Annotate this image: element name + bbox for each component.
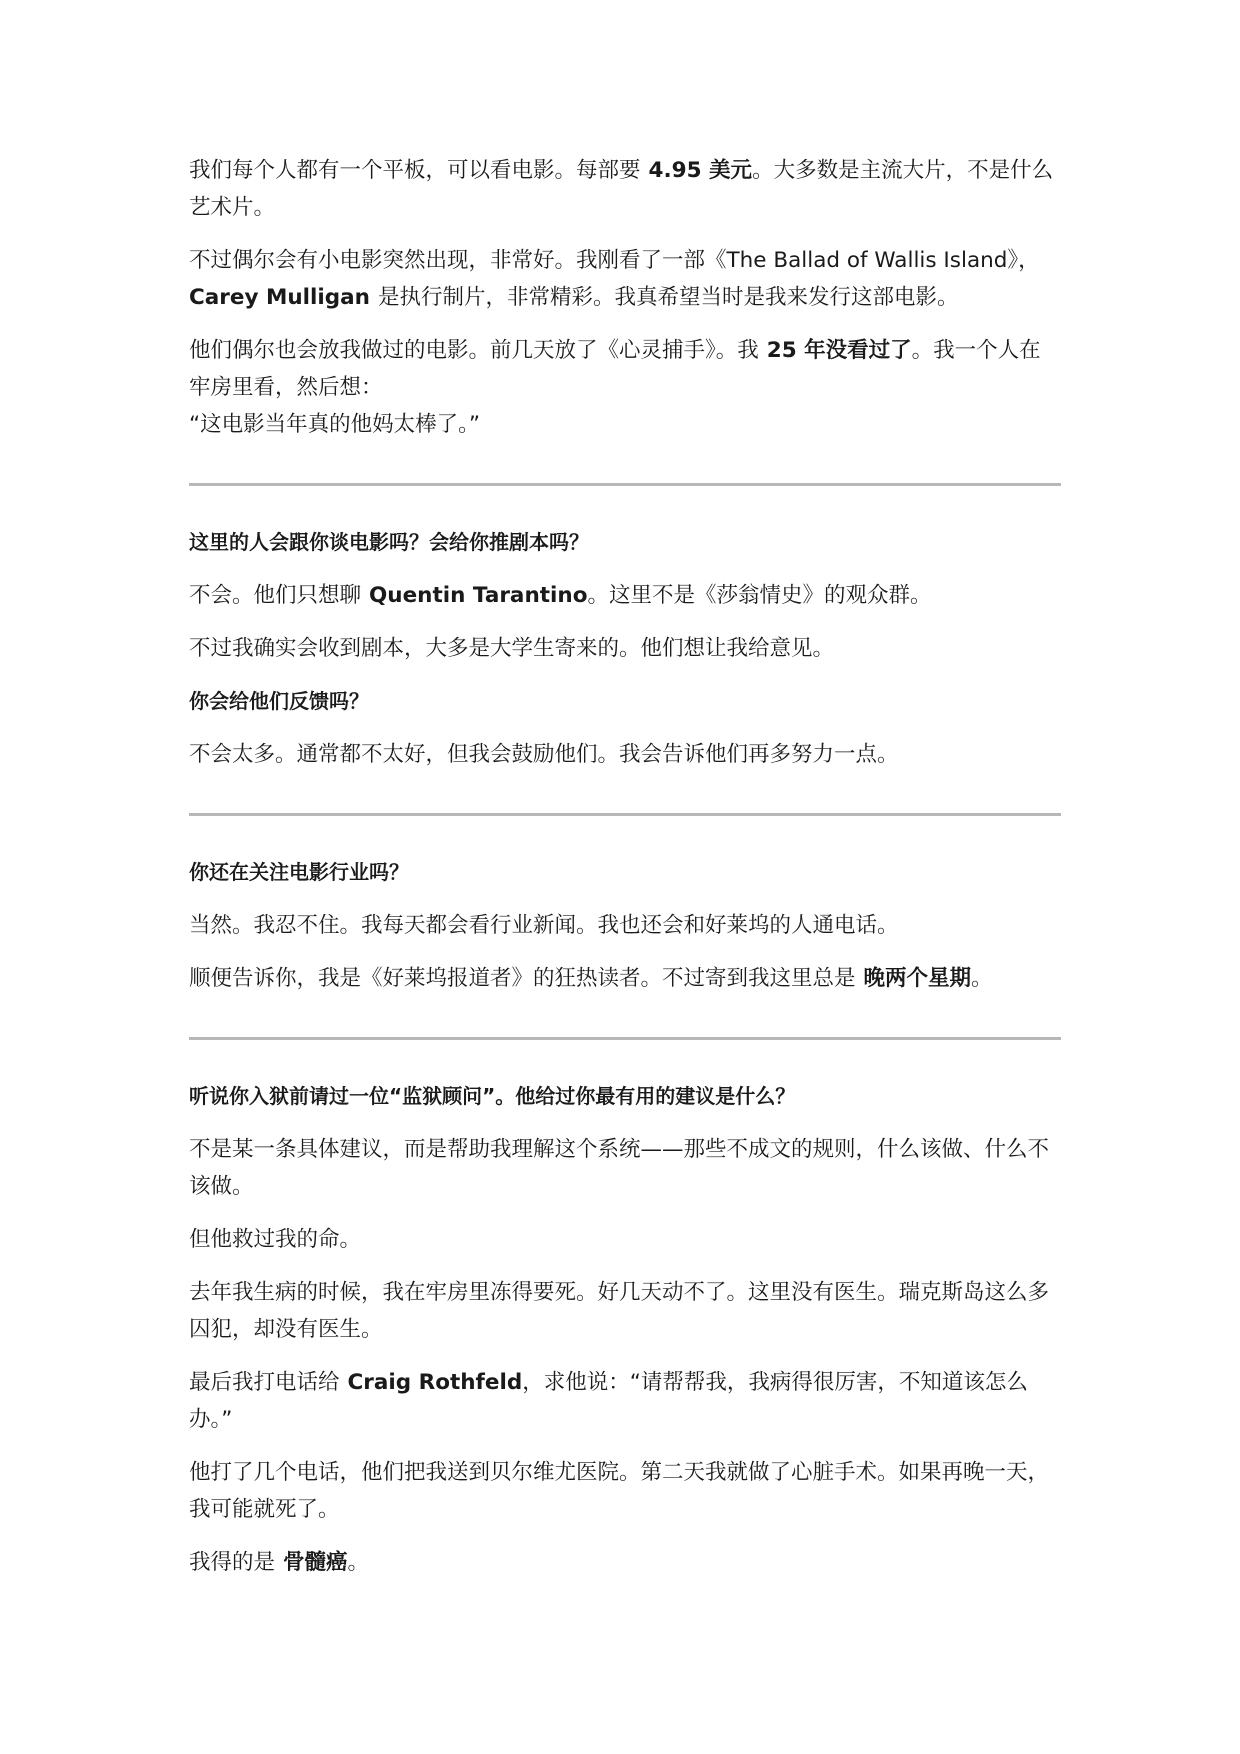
paragraph: 不会。他们只想聊 Quentin Tarantino。这里不是《莎翁情史》的观众群。 <box>189 583 932 608</box>
paragraph: 我们每个人都有一个平板，可以看电影。每部要 4.95 美元。大多数是主流大片，不是什么艺术片。 <box>189 158 1054 220</box>
paragraph: 他打了几个电话，他们把我送到贝尔维尤医院。第二天我就做了心脏手术。如果再晚一天，我可能就死了。 <box>189 1460 1050 1522</box>
bold-text: Craig Rothfeld <box>347 1370 523 1395</box>
bold-text: 晚两个星期 <box>863 966 972 991</box>
paragraph: 最后我打电话给 Craig Rothfeld，求他说：“请帮帮我，我病得很厉害，不知道该怎么办。” <box>189 1370 1028 1432</box>
paragraph: 不过偶尔会有小电影突然出现，非常好。我刚看了一部《The Ballad of Wallis Island》，Carey Mulligan 是执行制片，非常精彩。我真希望当时是我来发行这部电影。 <box>189 248 1040 310</box>
bold-text: Carey Mulligan <box>189 285 370 310</box>
paragraph: 我得的是 骨髓癌。 <box>189 1550 370 1575</box>
section-divider <box>189 483 1061 486</box>
section-divider <box>189 813 1061 816</box>
question-heading: 听说你入狱前请过一位“监狱顾问”。他给过你最有用的建议是什么？ <box>189 1084 796 1108</box>
paragraph: 但他救过我的命。 <box>189 1227 362 1252</box>
paragraph: 不会太多。通常都不太好，但我会鼓励他们。我会告诉他们再多努力一点。 <box>189 742 899 767</box>
section-divider <box>189 1037 1061 1040</box>
paragraph: 不过我确实会收到剧本，大多是大学生寄来的。他们想让我给意见。 <box>189 636 835 661</box>
paragraph: 当然。我忍不住。我每天都会看行业新闻。我也还会和好莱坞的人通电话。 <box>189 913 899 938</box>
bold-text: Quentin Tarantino <box>369 583 588 608</box>
bold-text: 骨髓癌 <box>283 1550 348 1575</box>
question-heading: 你还在关注电影行业吗？ <box>189 860 409 884</box>
question-heading: 你会给他们反馈吗？ <box>189 689 369 713</box>
bold-text: 4.95 美元 <box>648 158 753 183</box>
paragraph: 他们偶尔也会放我做过的电影。前几天放了《心灵捕手》。我 25 年没看过了。我一个人在牢房里看，然后想： “这电影当年真的他妈太棒了。” <box>189 338 1041 437</box>
paragraph: 顺便告诉你，我是《好莱坞报道者》的狂热读者。不过寄到我这里总是 晚两个星期。 <box>189 966 993 991</box>
paragraph: 不是某一条具体建议，而是帮助我理解这个系统——那些不成文的规则，什么该做、什么不该做。 <box>189 1137 1050 1199</box>
paragraph: 去年我生病的时候，我在牢房里冻得要死。好几天动不了。这里没有医生。瑞克斯岛这么多囚犯，却没有医生。 <box>189 1280 1050 1342</box>
bold-text: 25 年没看过了 <box>766 338 912 363</box>
question-heading: 这里的人会跟你谈电影吗？会给你推剧本吗？ <box>189 530 589 554</box>
document-page <box>189 152 1061 1581</box>
